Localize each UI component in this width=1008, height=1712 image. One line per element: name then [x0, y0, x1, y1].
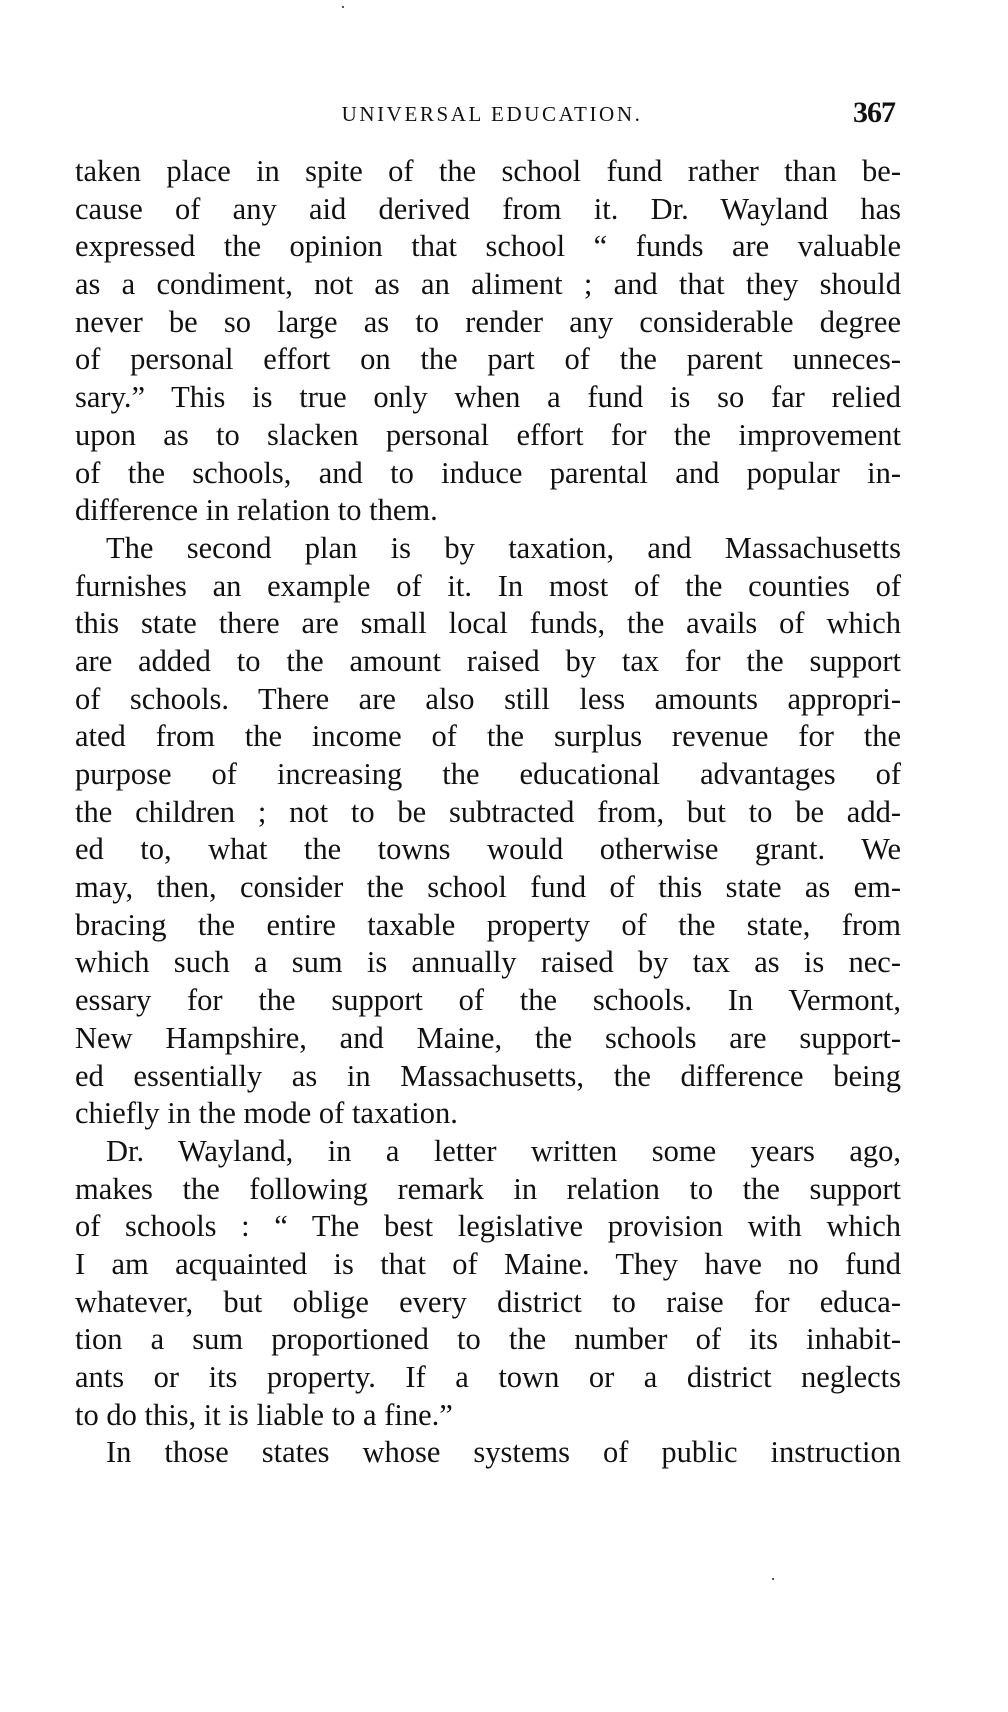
body-text: [75, 153, 901, 1472]
text-line-27: Dr. Wayland, in a letter written some years ago,: [106, 1133, 901, 1168]
running-title: UNIVERSAL EDUCATION.: [341, 102, 643, 126]
text-line-8: upon as to slacken personal effort for the improvement: [75, 417, 901, 452]
text-line-33: ants or its property. If a town or a district neglects: [75, 1360, 901, 1394]
text-line-31: whatever, but oblige every district to raise for educa-: [75, 1284, 901, 1319]
text-line-30: I am acquainted is that of Maine. They have no fund: [75, 1246, 901, 1281]
text-line-28: makes the following remark in relation to the support: [75, 1171, 901, 1206]
text-line-22: which such a sum is annually raised by tax as is nec-: [75, 945, 901, 980]
page-header: [75, 96, 901, 138]
text-line-21: bracing the entire taxable property of the state, from: [75, 907, 901, 942]
text-line-29: of schools : “ The best legislative provision with which: [75, 1209, 901, 1244]
text-line-25: ed essentially as in Massachusetts, the difference being: [75, 1058, 901, 1093]
text-line-10: difference in relation to them.: [75, 493, 438, 528]
text-line-11: The second plan is by taxation, and Massachusetts: [106, 530, 901, 565]
text-line-2: cause of any aid derived from it. Dr. Wayland has: [75, 191, 901, 226]
text-line-13: this state there are small local funds, the avails of which: [75, 606, 901, 641]
text-line-23: essary for the support of the schools. In Vermont,: [75, 983, 901, 1018]
page-number: 367: [853, 96, 895, 129]
text-line-4: as a condiment, not as an aliment ; and that they should: [75, 267, 901, 302]
text-line-19: ed to, what the towns would otherwise grant. We: [75, 832, 901, 867]
text-line-17: purpose of increasing the educational advantages of: [75, 757, 901, 791]
text-line-26: chiefly in the mode of taxation.: [75, 1096, 458, 1131]
text-line-6: of personal effort on the part of the parent unneces-: [75, 342, 901, 377]
text-line-14: are added to the amount raised by tax for the support: [75, 643, 901, 678]
text-line-1: taken place in spite of the school fund rather than be-: [75, 154, 901, 188]
text-line-16: ated from the income of the surplus revenue for the: [75, 719, 901, 754]
text-line-12: furnishes an example of it. In most of the counties of: [75, 568, 901, 603]
text-line-18: the children ; not to be subtracted from, but to be add-: [75, 794, 901, 829]
bottom-speck: [772, 1578, 774, 1580]
text-line-5: never be so large as to render any considerable degree: [75, 304, 901, 339]
text-line-15: of schools. There are also still less amounts appropri-: [75, 681, 901, 716]
text-line-35: In those states whose systems of public instruction: [106, 1435, 901, 1470]
text-line-32: tion a sum proportioned to the number of its inhabit-: [75, 1322, 901, 1357]
text-line-20: may, then, consider the school fund of this state as em-: [75, 870, 901, 905]
text-line-3: expressed the opinion that school “ funds are valuable: [75, 229, 901, 264]
text-line-9: of the schools, and to induce parental and popular in-: [75, 455, 901, 490]
text-line-24: New Hampshire, and Maine, the schools are support-: [75, 1020, 901, 1055]
top-speck: [342, 6, 344, 8]
text-line-34: to do this, it is liable to a fine.”: [75, 1397, 453, 1432]
text-line-7: sary.” This is true only when a fund is so far relied: [75, 380, 901, 415]
